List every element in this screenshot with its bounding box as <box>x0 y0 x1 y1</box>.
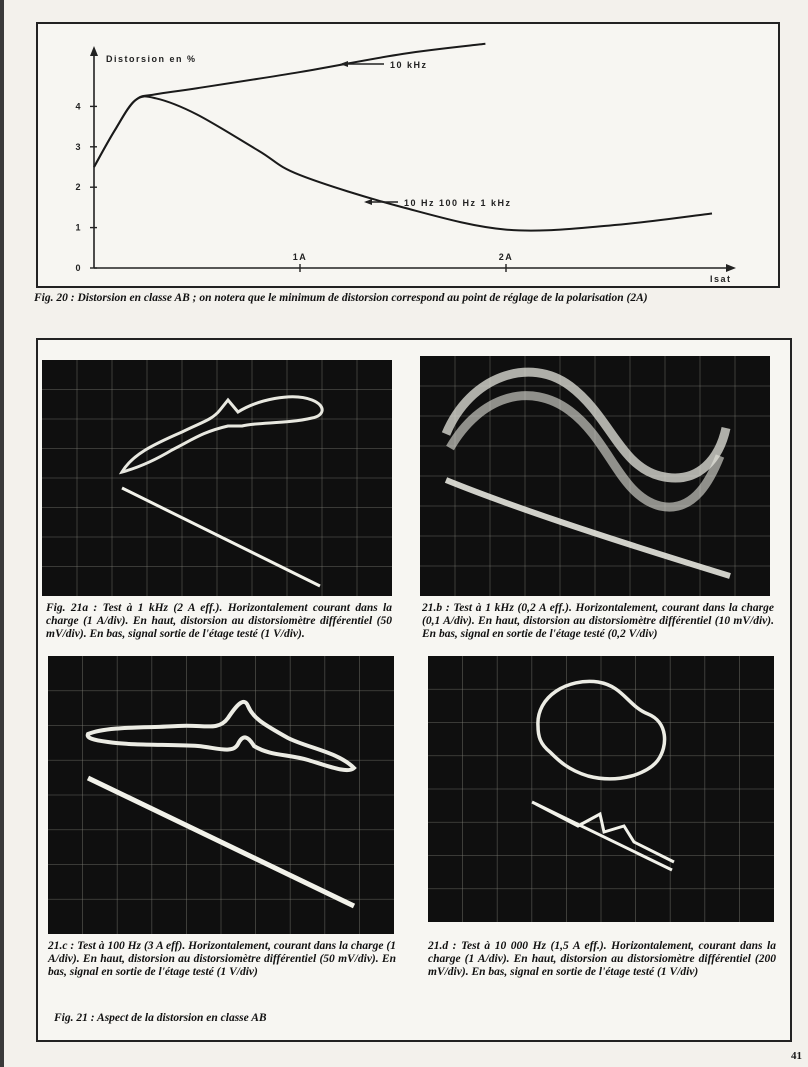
trace-output-signal <box>446 480 730 576</box>
fig20-series-group <box>94 44 712 231</box>
oscillogram-21c <box>48 656 394 934</box>
oscillogram-21d <box>428 656 774 922</box>
fig20-series-low-freq <box>94 96 712 230</box>
oscillogram-21a-screen <box>42 360 392 596</box>
trace-distortion <box>122 397 322 472</box>
oscillogram-21b <box>420 356 770 596</box>
fig21a-caption: Fig. 21a : Test à 1 kHz (2 A eff.). Horizontalement courant dans la charge (1 A/div). En haut, distorsion au distorsiomètre différentiel (50 mV/div). En bas, signal sortie de l'étage testé (1 V/div). <box>46 602 392 640</box>
fig21c-caption: 21.c : Test à 100 Hz (3 A eff). Horizontalement, courant dans la charge (1 A/div). En haut, distorsion au distorsiomètre différentiel (50 mV/div). En bas, signal en sortie de l'étage testé (1 V/div) <box>48 940 396 978</box>
fig21b-caption: 21.b : Test à 1 kHz (0,2 A eff.). Horizontalement, courant dans la charge (0,1 A/div). En haut, distorsion au distorsiomètre différentiel (10 mV/div). En bas, signal en sortie de l'étage testé (0,2 V/div) <box>422 602 774 640</box>
fig20-caption: Fig. 20 : Distorsion en classe AB ; on notera que le minimum de distorsion correspond au point de réglage de la polarisation (2A) <box>34 292 648 304</box>
fig20-x-arrow <box>726 264 736 272</box>
fig20-y-tick-label: 3 <box>75 141 82 152</box>
fig20-chart-frame <box>36 22 780 288</box>
page-edge-shadow <box>0 0 4 1067</box>
fig20-x-tick-label: 2A <box>498 252 514 262</box>
fig20-y-tick-label: 2 <box>75 182 82 193</box>
fig20-x-tick-label: 1A <box>292 252 308 262</box>
trace-output-signal-lower <box>532 802 672 870</box>
oscillogram-21b-screen <box>420 356 770 596</box>
scope-grid <box>428 656 774 922</box>
fig21-caption: Fig. 21 : Aspect de la distorsion en classe AB <box>54 1012 267 1024</box>
scope-grid <box>42 360 392 596</box>
fig20-y-tick-label: 1 <box>75 222 82 233</box>
fig20-curve-label-10khz: 10 kHz <box>390 60 428 70</box>
fig20-y-arrow <box>90 46 98 56</box>
fig20-curve-label-low: 10 Hz 100 Hz 1 kHz <box>404 198 512 208</box>
fig20-ylabel: Distorsion en % <box>106 54 197 64</box>
fig20-xlabel: Isat <box>710 274 732 284</box>
oscillogram-21a <box>42 360 392 596</box>
fig21d-caption: 21.d : Test à 10 000 Hz (1,5 A eff.). Horizontalement, courant dans la charge (1 A/div). En haut, distorsion au distorsiomètre différentiel (200 mV/div). En bas, signal en sortie de l'étage testé (1 V/div) <box>428 940 776 978</box>
oscillogram-21c-screen <box>48 656 394 934</box>
fig20-label-arrow-low <box>364 199 372 205</box>
oscillogram-21d-screen <box>428 656 774 922</box>
fig20-y-tick-label: 4 <box>75 101 82 112</box>
trace-distortion-lower <box>450 396 720 507</box>
fig20-chart <box>38 24 778 286</box>
fig20-x-ticks <box>293 252 514 272</box>
page-number: 41 <box>791 1050 802 1062</box>
scope-grid <box>48 656 394 934</box>
fig20-y-tick-label: 0 <box>75 263 82 273</box>
fig20-label-arrow-10khz <box>340 61 348 67</box>
